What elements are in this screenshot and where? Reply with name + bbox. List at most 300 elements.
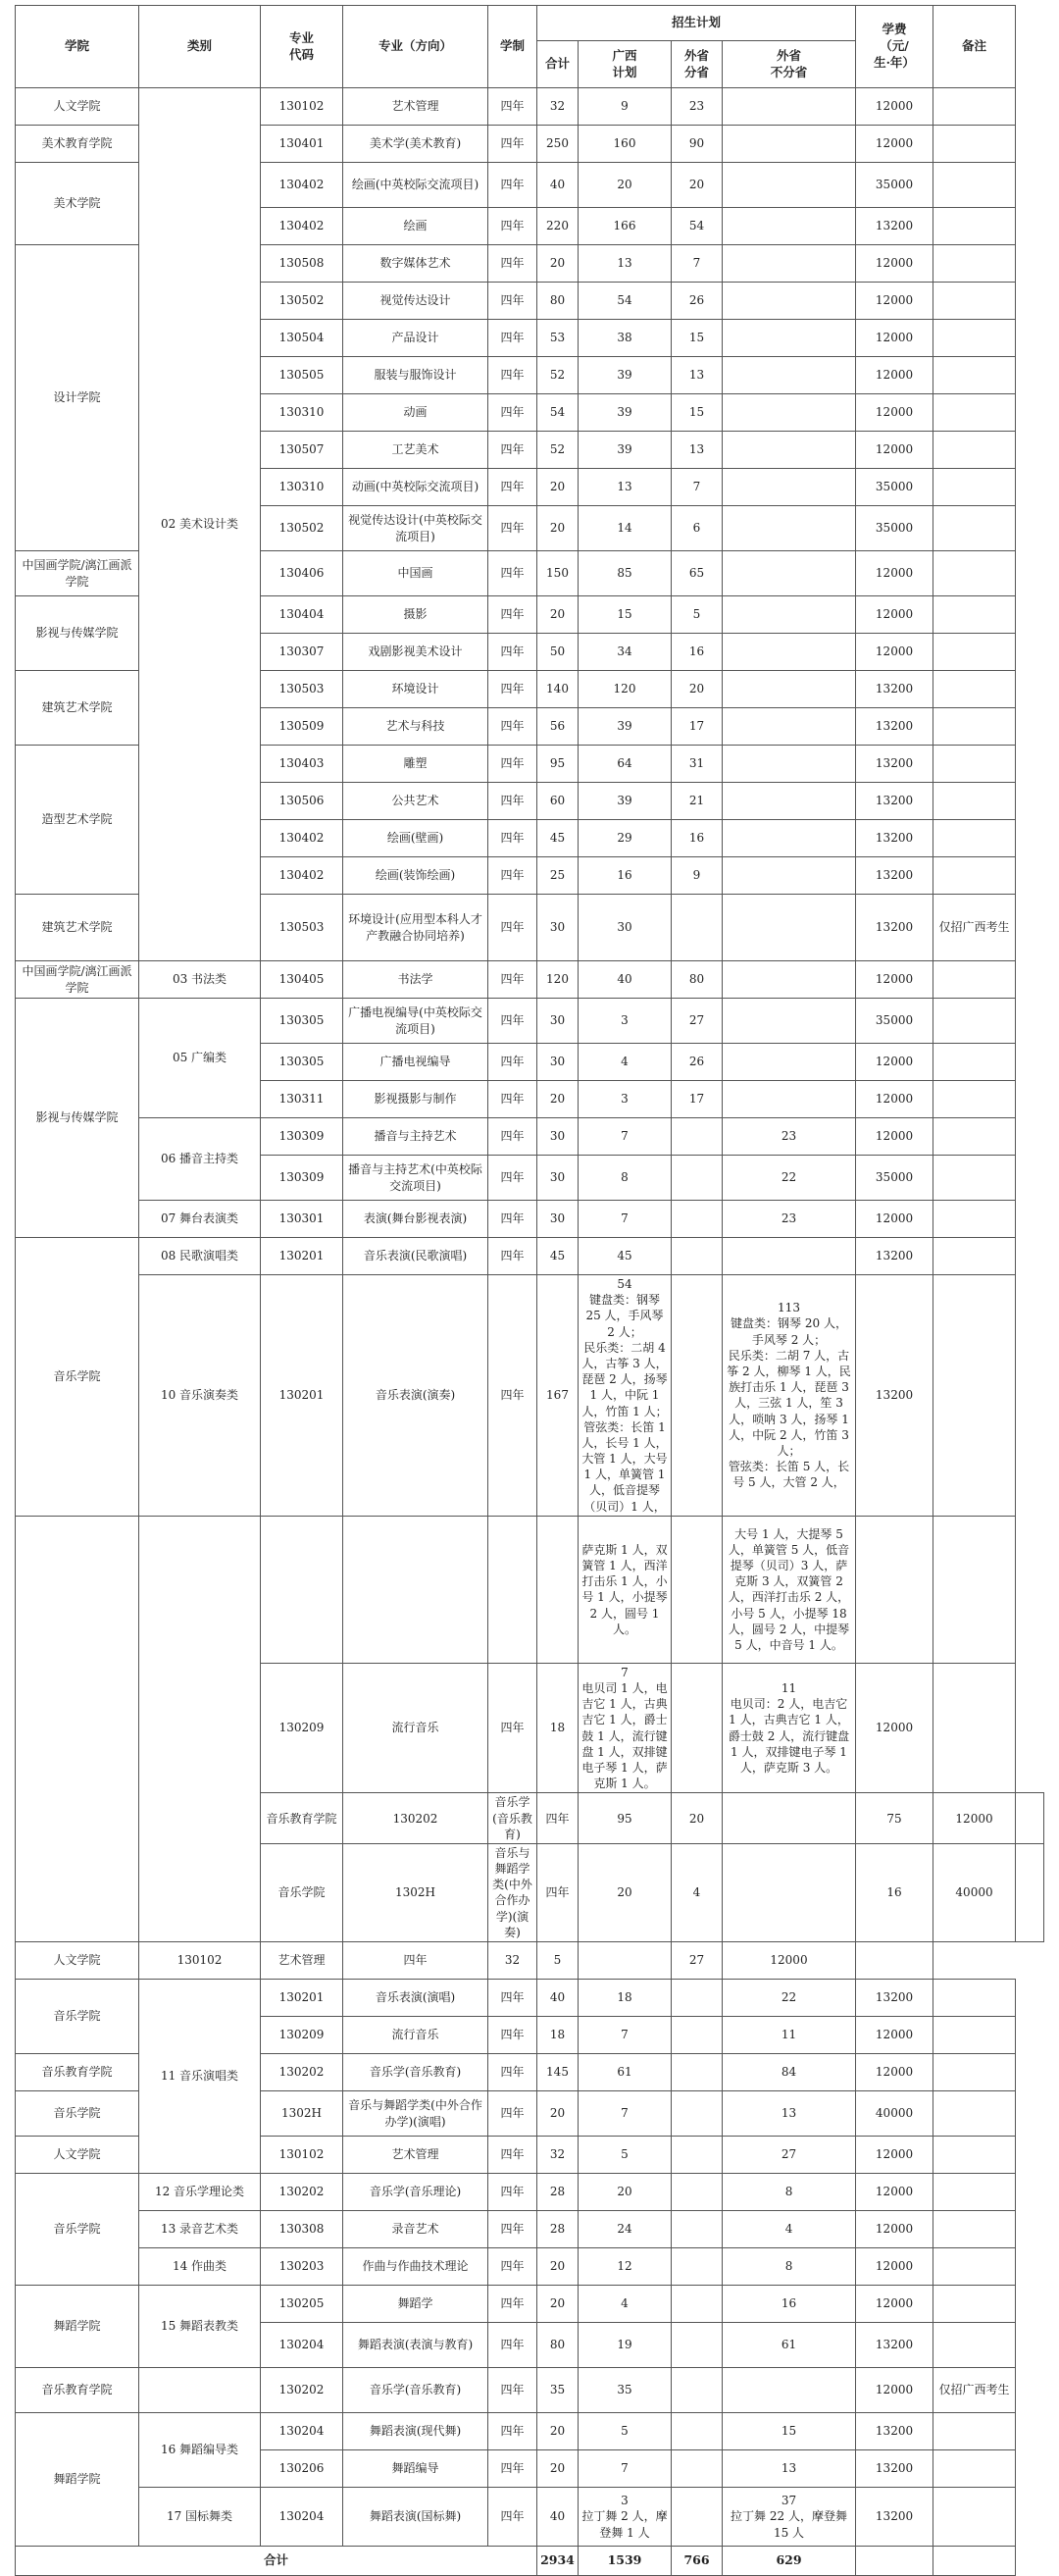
code-cell: 130402 [261,820,343,857]
college-cell: 人文学院 [16,88,139,126]
out-unsplit-cell: 16 [723,2286,856,2323]
table-row [16,1118,1044,1156]
duration-cell: 四年 [488,2137,537,2174]
code-cell: 130209 [261,1663,343,1793]
major-cell: 艺术管理 [343,2137,488,2174]
guangxi-cell: 13 [579,469,672,506]
out-split-cell: 7 [672,245,723,283]
total-cell: 20 [537,2248,579,2286]
total-cell: 20 [537,1081,579,1118]
remark-cell [933,1275,1016,1517]
out-unsplit-cell: 23 [723,1201,856,1238]
guangxi-cell: 9 [579,88,672,126]
code-cell: 130502 [261,506,343,551]
major-cell: 音乐表演(演奏) [343,1275,488,1517]
out-unsplit-cell [723,634,856,671]
fee-cell: 13200 [856,746,933,783]
guangxi-cell: 38 [579,320,672,357]
out-unsplit-cell [723,432,856,469]
duration-cell: 四年 [488,820,537,857]
out-split-cell: 23 [672,88,723,126]
remark-cell [933,126,1016,163]
table-row [16,2368,1044,2413]
fee-cell: 12000 [856,1118,933,1156]
code-cell: 130209 [261,2017,343,2054]
fee-cell: 12000 [856,596,933,634]
remark-cell [933,783,1016,820]
out-split-cell [672,2054,723,2091]
guangxi-cell: 7 电贝司 1 人，电吉它 1 人，古典吉它 1 人，爵士鼓 1 人，流行键盘 1 人，双排键电子琴 1 人，萨克斯 1 人。 [579,1663,672,1793]
major-cell: 音乐学(音乐理论) [343,2174,488,2211]
fee-cell: 12000 [856,2054,933,2091]
fee-cell: 40000 [856,2091,933,2137]
out-split-cell: 80 [672,961,723,999]
code-cell: 130201 [261,1275,343,1517]
total-cell: 20 [537,2091,579,2137]
col-total: 合计 [537,41,579,88]
out-split-cell [672,2211,723,2248]
college-cell: 音乐教育学院 [16,2368,139,2413]
continuation-row [16,1516,1044,1663]
out-split-cell [672,1118,723,1156]
remark-cell [933,2413,1016,2450]
major-cell: 舞蹈表演(现代舞) [343,2413,488,2450]
fee-cell: 12000 [856,126,933,163]
major-cell: 环境设计 [343,671,488,708]
fee-cell: 12000 [856,2174,933,2211]
duration-cell: 四年 [488,2054,537,2091]
remark-cell [933,857,1016,895]
out-unsplit-cell: 8 [723,2174,856,2211]
total-cell: 40 [537,163,579,208]
total-cell: 80 [537,2323,579,2368]
major-cell: 表演(舞台影视表演) [343,1201,488,1238]
remark-cell [933,1201,1016,1238]
remark-cell [933,820,1016,857]
major-cell: 视觉传达设计 [343,283,488,320]
table-row [16,1275,1044,1517]
out-split-cell [672,2248,723,2286]
total-cell: 32 [537,88,579,126]
major-cell: 舞蹈编导 [343,2450,488,2488]
duration-cell: 四年 [488,857,537,895]
category-cell: 13 录音艺术类 [139,2211,261,2248]
duration-cell: 四年 [537,1843,579,1941]
remark-cell [933,2488,1016,2547]
duration-cell: 四年 [488,2368,537,2413]
major-cell: 环境设计(应用型本科人才产教融合协同培养) [343,895,488,961]
code-cell: 130204 [261,2488,343,2547]
out-split-cell [672,2174,723,2211]
out-unsplit-cell: 11 [723,2017,856,2054]
fee-cell: 13200 [856,895,933,961]
remark-cell [933,1238,1016,1275]
total-cell: 20 [537,596,579,634]
out-unsplit-cell [723,506,856,551]
total-cell: 28 [537,2211,579,2248]
duration-cell: 四年 [488,999,537,1044]
out-split-cell [672,1238,723,1275]
fee-cell: 12000 [856,394,933,432]
major-cell: 公共艺术 [343,783,488,820]
code-cell: 130307 [261,634,343,671]
fee-cell: 13200 [856,2413,933,2450]
category-cell: 07 舞台表演类 [139,1201,261,1238]
out-split-cell [723,1843,856,1941]
out-unsplit-cell [723,245,856,283]
fee-cell: 35000 [856,506,933,551]
out-split-cell [672,2413,723,2450]
table-row [16,2248,1044,2286]
out-split-cell [672,1516,723,1663]
out-unsplit-cell: 8 [723,2248,856,2286]
out-unsplit-cell [723,88,856,126]
code-cell: 130402 [261,208,343,245]
out-unsplit-cell [723,671,856,708]
remark-cell [933,1044,1016,1081]
guangxi-cell: 14 [579,506,672,551]
remark-cell [933,999,1016,1044]
col-out-split: 外省 分省 [672,41,723,88]
guangxi-sum: 1539 [579,2547,672,2576]
out-split-cell [672,2368,723,2413]
code-cell: 130310 [261,469,343,506]
code-cell: 130505 [261,357,343,394]
code-cell: 130309 [261,1156,343,1201]
out-unsplit-cell [723,283,856,320]
out-split-cell: 9 [672,857,723,895]
code-cell: 130206 [261,2450,343,2488]
fee-cell: 12000 [856,1201,933,1238]
fee-sum [856,2547,933,2576]
fee-cell: 12000 [856,2248,933,2286]
out-split-cell [672,895,723,961]
college-cell: 音乐学院 [16,1980,139,2054]
major-cell: 艺术管理 [261,1942,343,1980]
table-body [16,88,1044,2576]
remark-cell [933,320,1016,357]
guangxi-cell: 20 [579,2174,672,2211]
out-split-cell: 20 [672,163,723,208]
out-split-cell: 21 [672,783,723,820]
out-split-cell [672,2488,723,2547]
guangxi-cell: 30 [579,895,672,961]
guangxi-cell: 18 [579,1980,672,2017]
guangxi-cell: 40 [579,961,672,999]
fee-cell: 13200 [856,820,933,857]
guangxi-cell: 5 [537,1942,579,1980]
category-cell: 17 国标舞类 [139,2488,261,2547]
col-college: 学院 [16,6,139,88]
guangxi-cell: 20 [579,163,672,208]
code-cell: 130202 [261,2054,343,2091]
guangxi-cell: 19 [579,2323,672,2368]
remark-cell [933,1663,1016,1793]
college-cell: 影视与传媒学院 [16,999,139,1238]
duration-cell: 四年 [488,1238,537,1275]
major-cell: 音乐学(音乐教育) [343,2368,488,2413]
out-unsplit-cell [723,895,856,961]
out-split-cell: 17 [672,708,723,746]
total-cell: 35 [537,2368,579,2413]
total-cell: 30 [537,999,579,1044]
duration-cell: 四年 [488,394,537,432]
remark-cell [933,2017,1016,2054]
guangxi-cell: 54 键盘类：钢琴 25 人，手风琴 2 人； 民乐类：二胡 4 人，古筝 3 人，琵琶 2 人，扬琴 1 人，中阮 1 人，竹笛 1 人； 管弦类：长笛 1 人，长号 1 人，大管 1 人，大号 1 人，单簧管 1 人，低音提琴（贝司）1 人， [579,1275,672,1517]
duration-cell: 四年 [488,1275,537,1517]
code-cell: 130201 [261,1980,343,2017]
total-cell: 20 [579,1843,672,1941]
major-cell: 艺术管理 [343,88,488,126]
code-cell: 130301 [261,1201,343,1238]
out-unsplit-cell [723,208,856,245]
out-unsplit-cell [723,357,856,394]
remark-cell [933,746,1016,783]
remark-cell [933,671,1016,708]
out-split-cell: 6 [672,506,723,551]
fee-cell: 13200 [856,708,933,746]
table-row [16,1201,1044,1238]
duration-cell: 四年 [488,2248,537,2286]
major-cell: 音乐与舞蹈学类(中外合作办学)(演唱) [343,2091,488,2137]
guangxi-cell: 29 [579,820,672,857]
fee-cell: 12000 [933,1793,1016,1844]
remark-cell [933,2091,1016,2137]
table-row [16,2286,1044,2323]
major-cell: 服装与服饰设计 [343,357,488,394]
total-cell: 20 [537,2450,579,2488]
duration-cell: 四年 [488,596,537,634]
code-cell: 130203 [261,2248,343,2286]
out-unsplit-cell: 11 电贝司：2 人，电吉它 1 人，古典吉它 1 人，爵士鼓 2 人，流行键盘 1 人，双排键电子琴 1 人，萨克斯 3 人。 [723,1663,856,1793]
remark-cell [933,469,1016,506]
code-cell: 130503 [261,895,343,961]
guangxi-cell: 39 [579,708,672,746]
college-cell: 建筑艺术学院 [16,671,139,746]
college-cell: 音乐学院 [16,2174,139,2286]
code-cell: 130305 [261,999,343,1044]
guangxi-cell: 45 [579,1238,672,1275]
category-cell: 15 舞蹈表教类 [139,2286,261,2368]
out-split-cell: 90 [672,126,723,163]
category-cell: 12 音乐学理论类 [139,2174,261,2211]
major-cell: 工艺美术 [343,432,488,469]
fee-cell: 12000 [856,283,933,320]
guangxi-cell: 7 [579,2091,672,2137]
remark-cell [933,357,1016,394]
guangxi-cell: 54 [579,283,672,320]
out-unsplit-cell: 13 [723,2450,856,2488]
guangxi-cell: 7 [579,1118,672,1156]
code-cell: 130405 [261,961,343,999]
duration-cell: 四年 [488,283,537,320]
category-cell: 02 美术设计类 [139,88,261,961]
out-split-cell: 65 [672,551,723,596]
out-unsplit-cell: 27 [723,2137,856,2174]
duration-cell: 四年 [343,1942,488,1980]
remark-cell [933,634,1016,671]
category-cell: 16 舞蹈编导类 [139,2413,261,2488]
fee-cell: 35000 [856,1156,933,1201]
out-split-cell [579,1942,672,1980]
guangxi-cell: 24 [579,2211,672,2248]
guangxi-cell: 13 [579,245,672,283]
duration-cell: 四年 [488,245,537,283]
remark-cell [933,1081,1016,1118]
table-row [16,999,1044,1044]
category-cell: 08 民歌演唱类 [139,1238,261,1275]
out-unsplit-cell: 15 [723,2413,856,2450]
major-cell: 戏剧影视美术设计 [343,634,488,671]
table-row [16,2174,1044,2211]
fee-cell: 12000 [856,432,933,469]
major-cell: 舞蹈表演(表演与教育) [343,2323,488,2368]
code-cell: 130402 [261,857,343,895]
total-cell: 167 [537,1275,579,1517]
duration-cell: 四年 [488,634,537,671]
total-cell: 145 [537,2054,579,2091]
out-split-cell [672,2450,723,2488]
out-unsplit-cell: 113 键盘类：钢琴 20 人，手风琴 2 人； 民乐类：二胡 7 人，古筝 2 人，柳琴 1 人，民族打击乐 1 人，琵琶 3 人，三弦 1 人，笙 3 人，唢呐 3 人，扬琴 1 人，中阮 2 人，竹笛 3 人； 管弦类：长笛 5 人，长号 5 人，大管 2 人， [723,1275,856,1517]
total-sum: 2934 [537,2547,579,2576]
duration-cell: 四年 [488,163,537,208]
major-cell: 音乐与舞蹈学类(中外合作办学)(演奏) [488,1843,537,1941]
out-split-cell: 26 [672,1044,723,1081]
code-cell: 130311 [261,1081,343,1118]
code-cell: 130509 [261,708,343,746]
out-split-cell [723,1793,856,1844]
guangxi-cell: 3 拉丁舞 2 人，摩登舞 1 人 [579,2488,672,2547]
guangxi-cell: 64 [579,746,672,783]
total-cell: 45 [537,820,579,857]
major-cell: 影视摄影与制作 [343,1081,488,1118]
college-cell: 中国画学院/漓江画派学院 [16,551,139,596]
total-cell: 20 [537,469,579,506]
college-cell: 音乐学院 [261,1843,343,1941]
out-unsplit-cell: 22 [723,1156,856,1201]
major-cell: 流行音乐 [343,2017,488,2054]
table-row [16,1238,1044,1275]
total-cell: 20 [537,506,579,551]
duration-cell: 四年 [488,2174,537,2211]
major-cell: 舞蹈表演(国标舞) [343,2488,488,2547]
out-unsplit-cell: 22 [723,1980,856,2017]
table-row [16,2488,1044,2547]
major-cell: 视觉传达设计(中英校际交流项目) [343,506,488,551]
duration-cell: 四年 [488,1081,537,1118]
out-split-cell: 13 [672,357,723,394]
out-unsplit-cell [723,394,856,432]
major-cell: 录音艺术 [343,2211,488,2248]
category-cell [139,2368,261,2413]
major-cell: 艺术与科技 [343,708,488,746]
out-unsplit-cell: 27 [672,1942,723,1980]
remark-cell [933,596,1016,634]
guangxi-cell: 3 [579,999,672,1044]
total-cell: 30 [537,895,579,961]
major-cell: 播音与主持艺术(中英校际交流项目) [343,1156,488,1201]
table-row [16,2413,1044,2450]
fee-cell: 12000 [856,2137,933,2174]
major-cell: 音乐学(音乐教育) [343,2054,488,2091]
duration-cell: 四年 [488,2488,537,2547]
duration-cell: 四年 [488,551,537,596]
out-split-cell: 20 [672,671,723,708]
fee-cell: 13200 [856,2323,933,2368]
category-cell: 11 音乐演唱类 [139,1980,261,2174]
duration-cell [488,1516,537,1663]
total-cell: 25 [537,857,579,895]
remark-cell [933,1516,1016,1663]
total-cell: 40 [537,2488,579,2547]
remark-cell [933,2137,1016,2174]
duration-cell: 四年 [488,506,537,551]
duration-cell: 四年 [488,2211,537,2248]
col-remark: 备注 [933,6,1016,88]
total-cell: 56 [537,708,579,746]
remark-sum [933,2547,1016,2576]
fee-cell: 12000 [856,961,933,999]
fee-cell: 12000 [856,357,933,394]
college-cell: 人文学院 [16,2137,139,2174]
fee-cell: 12000 [856,634,933,671]
guangxi-cell: 8 [579,1156,672,1201]
col-duration: 学制 [488,6,537,88]
total-cell: 18 [537,2017,579,2054]
remark-cell [933,1118,1016,1156]
fee-cell: 12000 [723,1942,856,1980]
remark-cell [933,432,1016,469]
guangxi-cell: 34 [579,634,672,671]
duration-cell: 四年 [488,2450,537,2488]
guangxi-cell: 166 [579,208,672,245]
remark-cell [1016,1843,1044,1941]
remark-cell [933,283,1016,320]
major-cell: 作曲与作曲技术理论 [343,2248,488,2286]
fee-cell: 12000 [856,245,933,283]
fee-cell: 40000 [933,1843,1016,1941]
remark-cell [933,506,1016,551]
code-cell: 130402 [261,163,343,208]
college-cell: 音乐教育学院 [16,2054,139,2091]
duration-cell: 四年 [488,2286,537,2323]
fee-cell: 13200 [856,857,933,895]
code-cell: 130102 [261,88,343,126]
duration-cell: 四年 [488,671,537,708]
remark-cell [933,208,1016,245]
table-header [16,6,1044,88]
out-split-cell [672,1663,723,1793]
guangxi-cell: 120 [579,671,672,708]
remark-cell [933,2211,1016,2248]
out-split-cell: 17 [672,1081,723,1118]
remark-cell [933,2286,1016,2323]
total-cell: 140 [537,671,579,708]
total-cell: 53 [537,320,579,357]
remark-cell: 仅招广西考生 [933,2368,1016,2413]
guangxi-cell: 85 [579,551,672,596]
guangxi-cell: 7 [579,2450,672,2488]
duration-cell: 四年 [488,1663,537,1793]
out-unsplit-cell: 4 [723,2211,856,2248]
duration-cell: 四年 [537,1793,579,1844]
col-code: 专业 代码 [261,6,343,88]
category-cell: 05 广编类 [139,999,261,1118]
major-cell: 舞蹈学 [343,2286,488,2323]
remark-cell [856,1942,933,1980]
total-cell: 220 [537,208,579,245]
out-split-cell [672,1275,723,1517]
